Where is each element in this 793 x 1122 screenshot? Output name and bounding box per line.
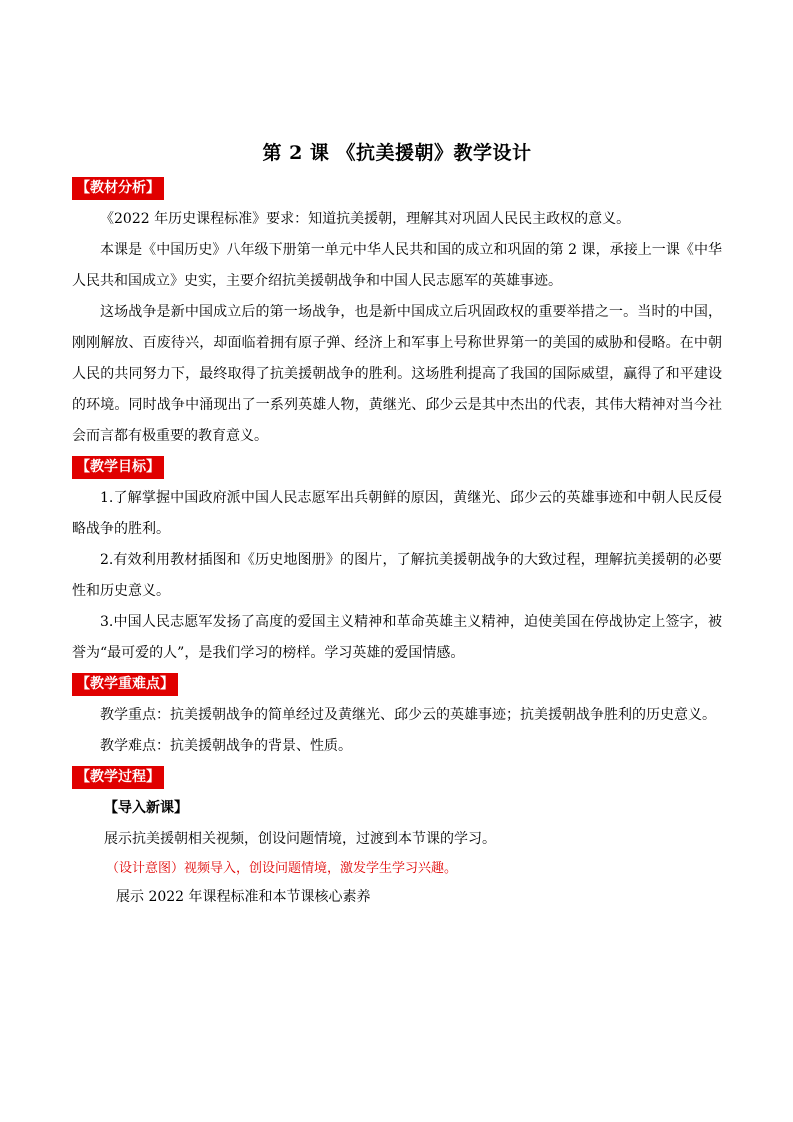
- section-keypoints: [72, 671, 722, 762]
- design-intent: （设计意图）视频导入，创设问题情境，激发学生学习兴趣。: [106, 861, 458, 876]
- intro-subheading: 【导入新课】: [104, 800, 188, 816]
- goal-item-1: 1.了解掌握中国政府派中国人民志愿军出兵朝鲜的原因，黄继光、邱少云的英雄事迹和中朝人民反侵略战争的胜利。: [72, 490, 722, 537]
- section-tag-goals: 【教学目标】: [72, 456, 164, 479]
- section-tag-analysis: 【教材分析】: [72, 177, 164, 200]
- analysis-paragraph-2: 本课是《中国历史》八年级下册第一单元中华人民共和国的成立和巩固的第 2 课，承接上一课《中华人民共和国成立》史实，主要介绍抗美援朝战争和中国人民志愿军的英雄事迹。: [72, 242, 722, 289]
- document-page: [72, 130, 722, 911]
- goal-item-2: 2.有效利用教材插图和《历史地图册》的图片，了解抗美援朝战争的大致过程，理解抗美援朝的必要性和历史意义。: [72, 552, 722, 599]
- analysis-paragraph-1: 《2022 年历史课程标准》要求：知道抗美援朝，理解其对巩固人民民主政权的意义。: [100, 211, 631, 227]
- section-tag-keypoints: 【教学重难点】: [72, 673, 178, 696]
- section-tag-process: 【教学过程】: [72, 766, 164, 789]
- key-point: 教学重点：抗美援朝战争的简单经过及黄继光、邱少云的英雄事迹；抗美援朝战争胜利的历史意义。: [100, 707, 716, 723]
- document-title: 第 2 课 《抗美援朝》教学设计: [262, 142, 532, 164]
- curriculum-standard-line: 展示 2022 年课程标准和本节课核心素养: [116, 889, 371, 905]
- analysis-paragraph-3: 这场战争是新中国成立后的第一场战争，也是新中国成立后巩固政权的重要举措之一。当时的中国，刚刚解放、百废待兴，却面临着拥有原子弹、经济上和军事上号称世界第一的美国的威胁和侵略。在中朝人民的共同努力下，最终取得了抗美援朝战争的胜利。这场胜利提高了我国的国际威望，赢得了和平建设的环境。同时战争中涌现出了一系列英雄人物，黄继光、邱少云是其中杰出的代表，其伟大精神对当今社会而言都有极重要的教育意义。: [72, 304, 722, 444]
- difficult-point: 教学难点：抗美援朝战争的背景、性质。: [100, 738, 352, 754]
- section-goals: [72, 454, 722, 669]
- section-analysis: [72, 175, 722, 452]
- section-process: [72, 764, 722, 911]
- goal-item-3: 3.中国人民志愿军发扬了高度的爱国主义精神和革命英雄主义精神，迫使美国在停战协定上签字，被誉为“最可爱的人”，是我们学习的榜样。学习英雄的爱国情感。: [72, 614, 722, 661]
- intro-text: 展示抗美援朝相关视频，创设问题情境，过渡到本节课的学习。: [104, 831, 496, 847]
